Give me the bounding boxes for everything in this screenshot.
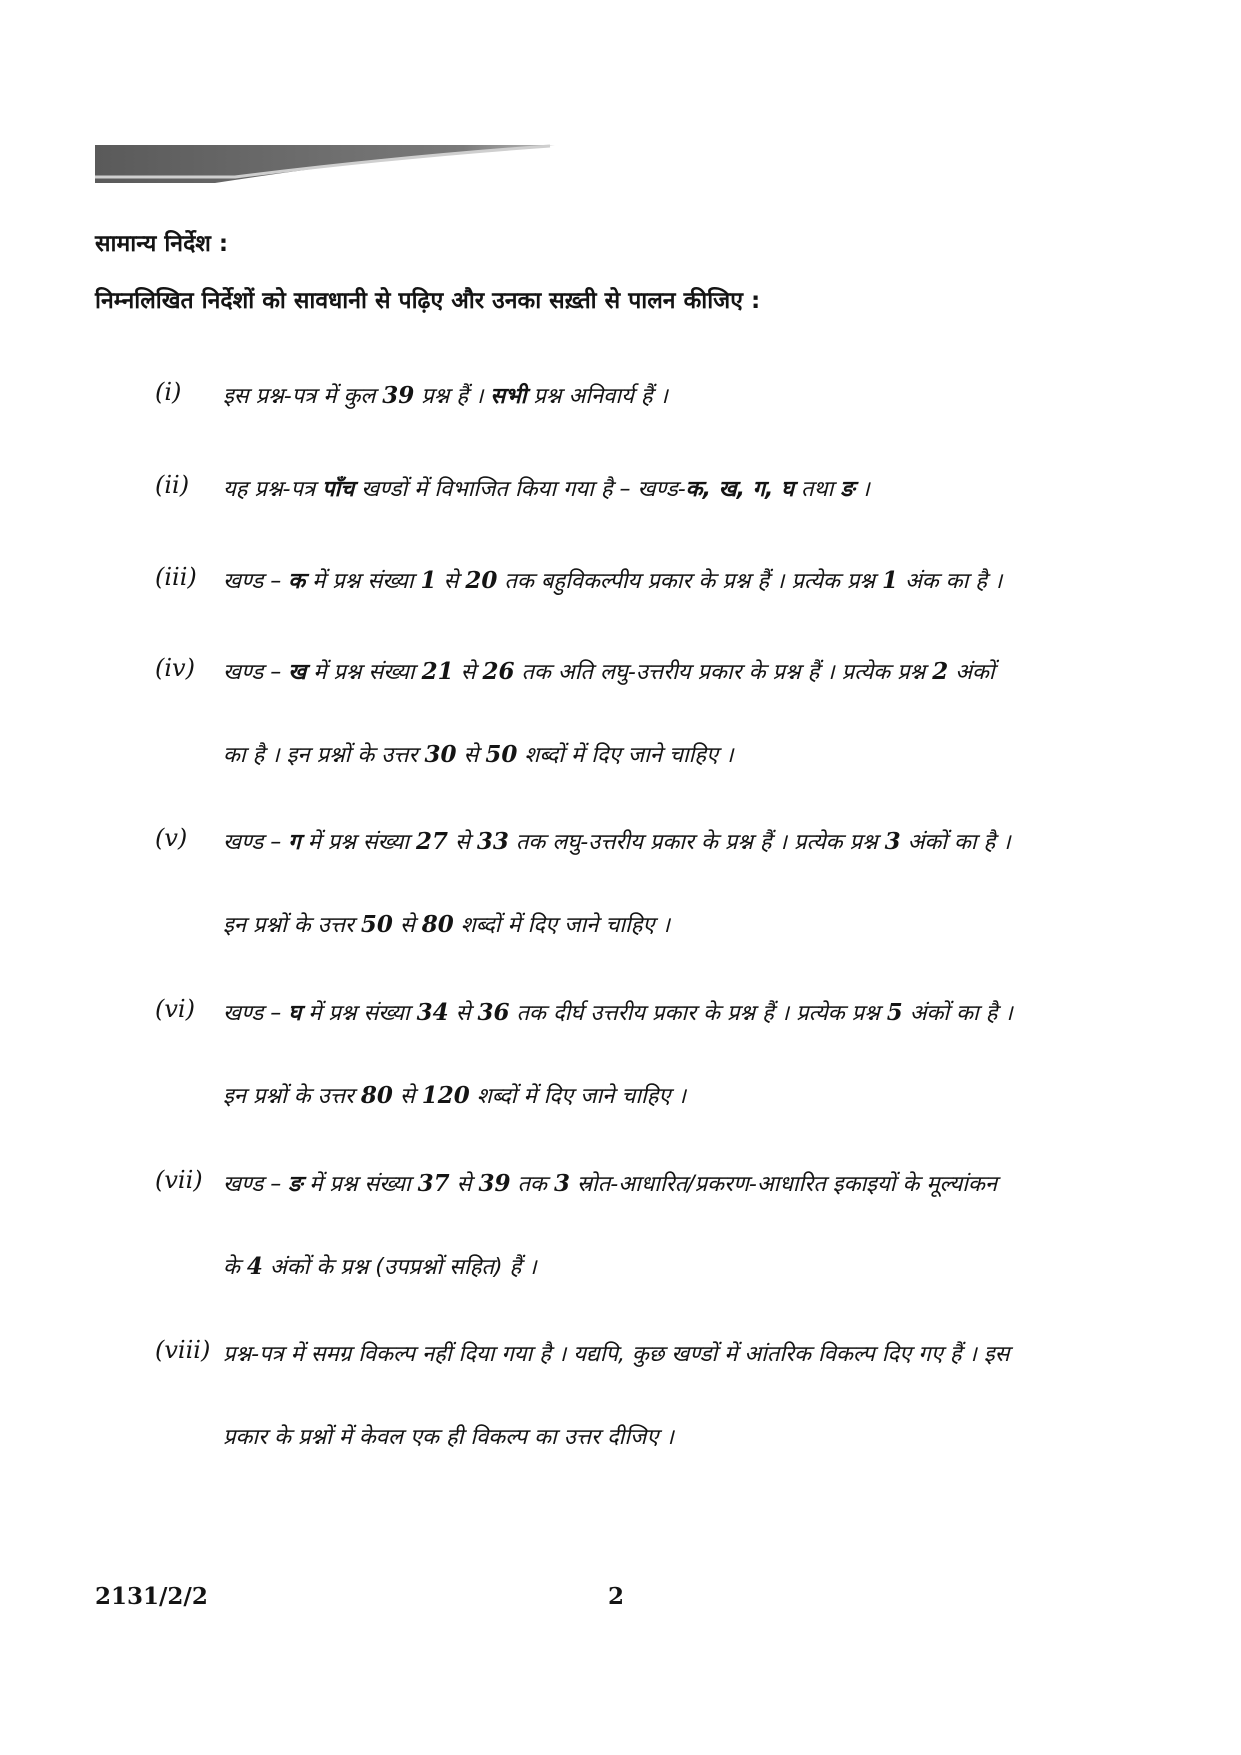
item-number: (vii) [155, 1166, 203, 1194]
item-number: (viii) [155, 1336, 211, 1364]
item-text: इस प्रश्न-पत्र में कुल 39 प्रश्न हैं । सभी प्रश्न अनिवार्य हैं । [223, 382, 668, 409]
item-number: (i) [155, 378, 182, 406]
item-number: (ii) [155, 471, 190, 499]
item-text: खण्ड – ख में प्रश्न संख्या 21 से 26 तक अति लघु-उत्तरीय प्रकार के प्रश्न हैं । प्रत्येक प्रश्न 2 अंकों [223, 658, 995, 685]
item-text: खण्ड – घ में प्रश्न संख्या 34 से 36 तक दीर्घ उत्तरीय प्रकार के प्रश्न हैं । प्रत्येक प्रश्न 5 अंकों का है । [223, 999, 1013, 1026]
paper-code: 2131/2/2 [95, 1583, 208, 1610]
instructions-subtitle: निम्नलिखित निर्देशों को सावधानी से पढ़िए और उनका सख़्ती से पालन कीजिए : [95, 288, 761, 314]
item-number: (iii) [155, 563, 197, 591]
item-text-continued: प्रकार के प्रश्नों में केवल एक ही विकल्प का उत्तर दीजिए । [223, 1425, 674, 1450]
item-text: खण्ड – क में प्रश्न संख्या 1 से 20 तक बहुविकल्पीय प्रकार के प्रश्न हैं । प्रत्येक प्रश्न 1 अंक का है । [223, 567, 1003, 594]
item-text-continued: के 4 अंकों के प्रश्न (उपप्रश्नों सहित) हैं । [223, 1253, 537, 1280]
item-number: (vi) [155, 995, 195, 1023]
instructions-title: सामान्य निर्देश : [95, 231, 229, 257]
item-text: प्रश्न-पत्र में समग्र विकल्प नहीं दिया गया है । यद्यपि, कुछ खण्डों में आंतरिक विकल्प दिए गए हैं । इस [223, 1342, 1010, 1367]
item-number: (v) [155, 824, 188, 852]
item-number: (iv) [155, 654, 195, 682]
item-text-continued: इन प्रश्नों के उत्तर 50 से 80 शब्दों में दिए जाने चाहिए । [223, 911, 670, 938]
item-text-continued: का है । इन प्रश्नों के उत्तर 30 से 50 शब्दों में दिए जाने चाहिए । [223, 741, 734, 768]
item-text: यह प्रश्न-पत्र पाँच खण्डों में विभाजित किया गया है – खण्ड-क, ख, ग, घ तथा ङ । [223, 477, 870, 502]
page-number: 2 [608, 1583, 625, 1610]
header-band [95, 143, 555, 183]
item-text: खण्ड – ङ में प्रश्न संख्या 37 से 39 तक 3 स्रोत-आधारित/प्रकरण-आधारित इकाइयों के मूल्यांकन [223, 1170, 998, 1197]
item-text: खण्ड – ग में प्रश्न संख्या 27 से 33 तक लघु-उत्तरीय प्रकार के प्रश्न हैं । प्रत्येक प्रश्न 3 अंकों का है । [223, 828, 1011, 855]
item-text-continued: इन प्रश्नों के उत्तर 80 से 120 शब्दों में दिए जाने चाहिए । [223, 1082, 686, 1109]
